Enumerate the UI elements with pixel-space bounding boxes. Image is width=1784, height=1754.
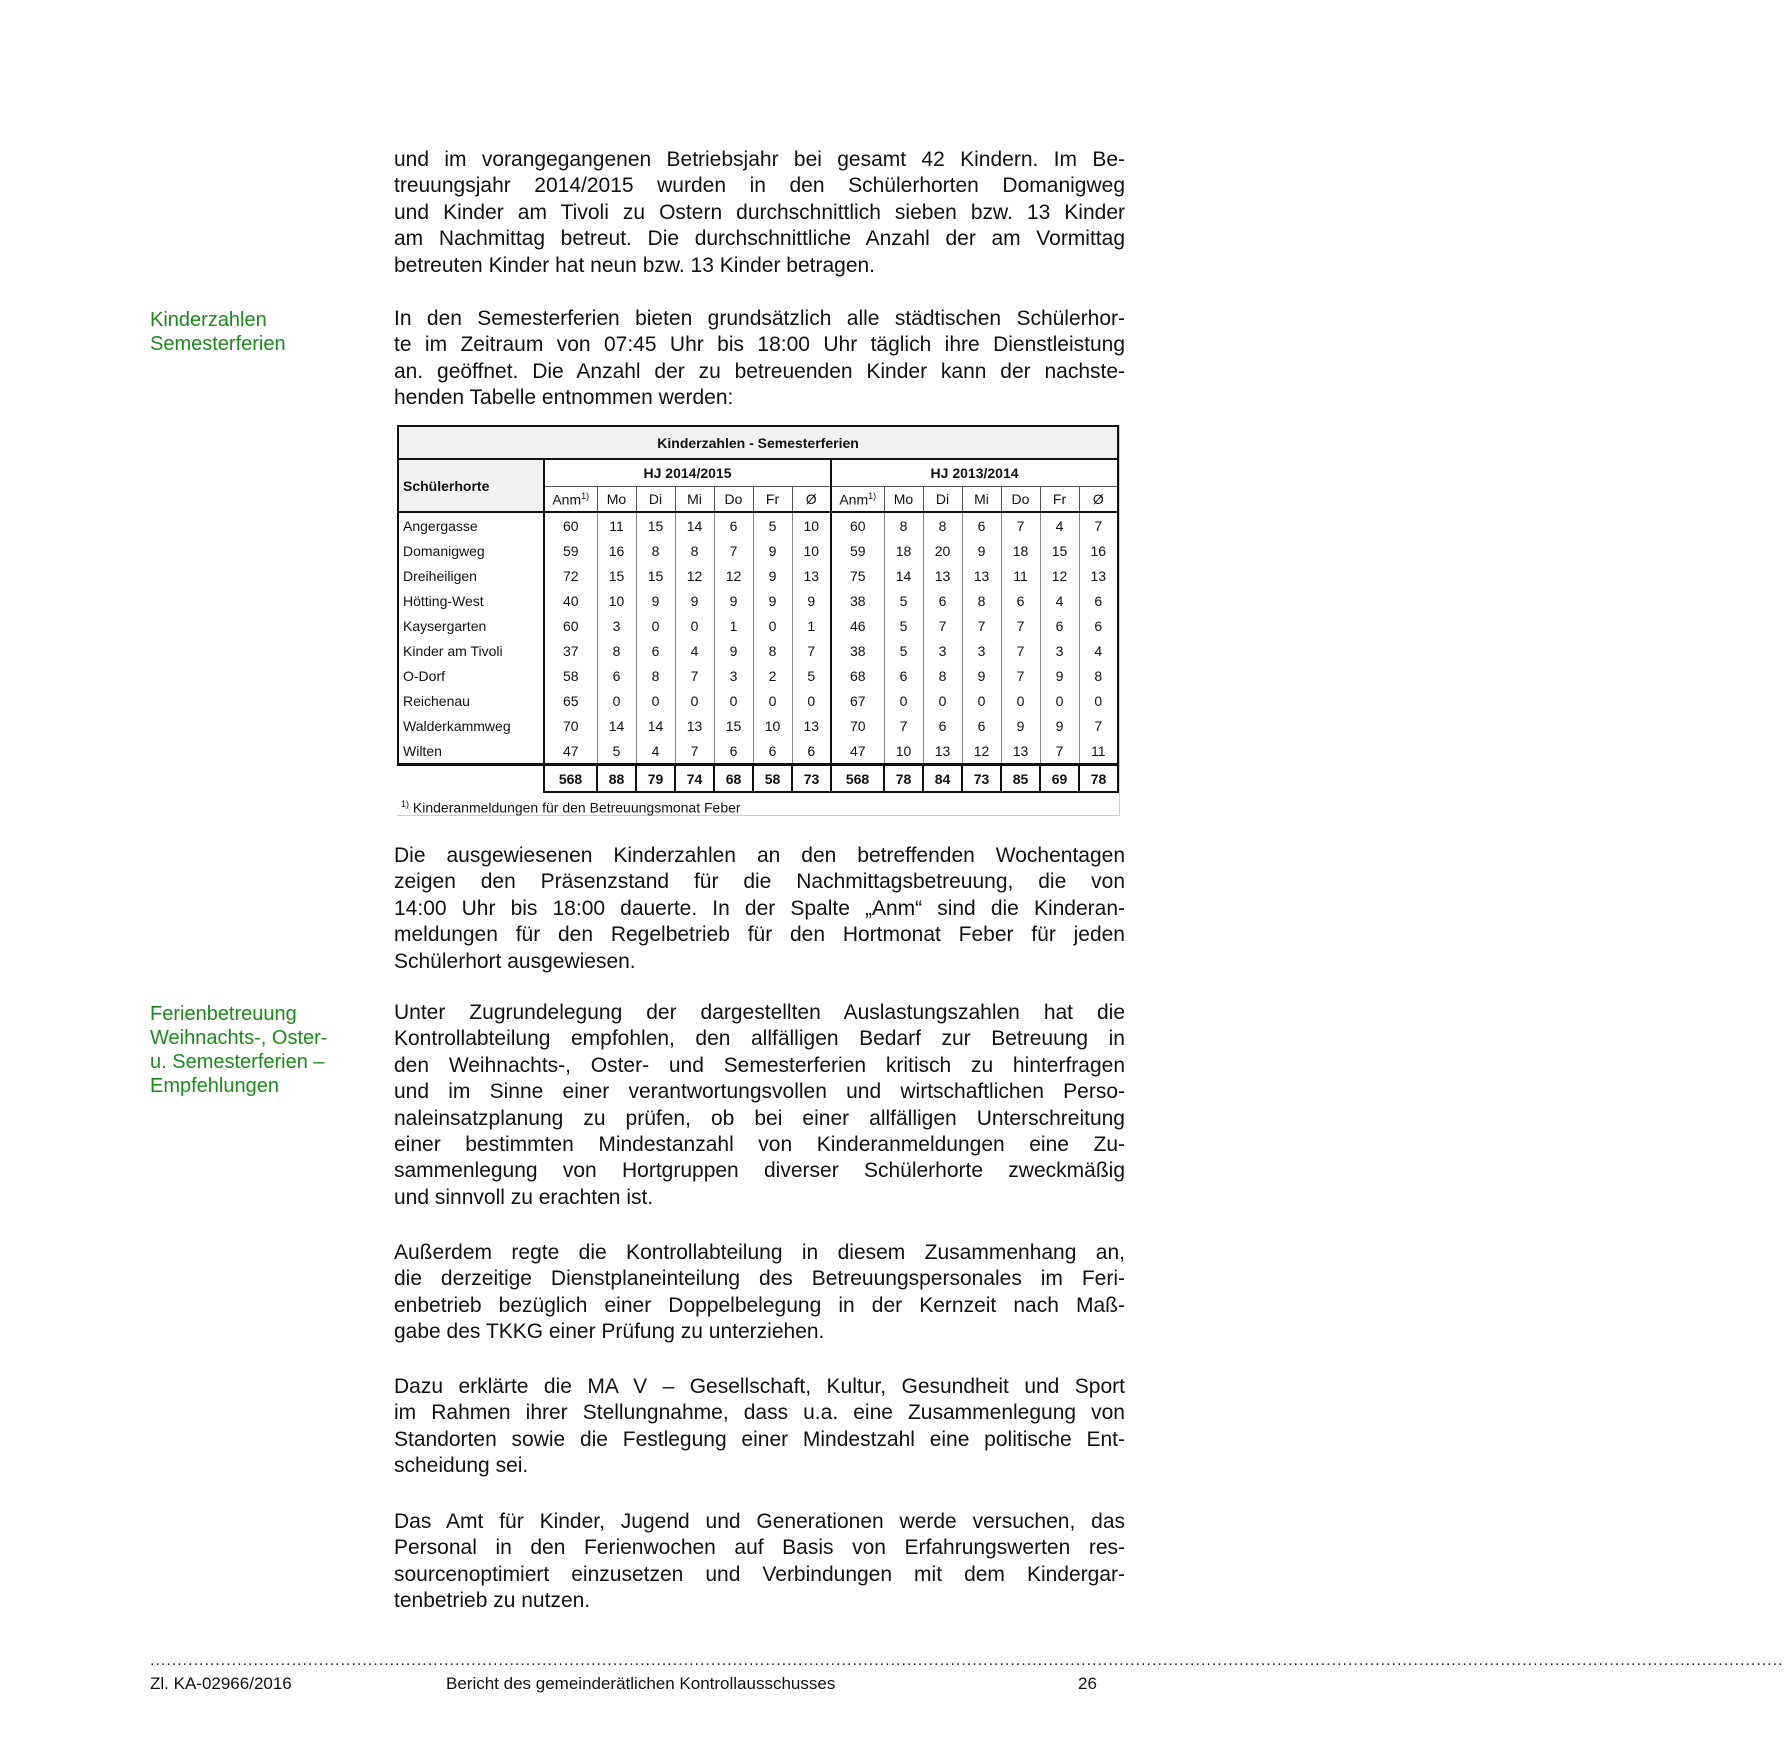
text-line: und im Sinne einer verantwortungsvollen und wirtschaftlichen Perso- — [394, 1080, 1125, 1104]
table-cell: 4 — [675, 638, 714, 663]
table-cell: 8 — [597, 638, 636, 663]
table-cell: 13 — [792, 563, 831, 588]
table-cell: 46 — [831, 613, 884, 638]
column-label: Anm — [552, 491, 582, 508]
column-label: Di — [648, 491, 663, 507]
table-cell: 7 — [1079, 713, 1118, 738]
total-cell: 78 — [1079, 765, 1118, 793]
side-label-line: Kinderzahlen — [150, 309, 267, 331]
table-cell: 16 — [597, 538, 636, 563]
table-cell: 7 — [1001, 638, 1040, 663]
text-line: betreuten Kinder hat neun bzw. 13 Kinder betragen. — [394, 253, 876, 277]
table-cell: 10 — [597, 588, 636, 613]
table-cell: 18 — [884, 538, 923, 563]
table-cell: 15 — [714, 713, 753, 738]
table-cell: 1 — [792, 613, 831, 638]
paragraph-1 — [394, 147, 1125, 279]
table-cell: 20 — [923, 538, 962, 563]
column-header-mi — [962, 487, 1001, 513]
total-cell: 79 — [636, 765, 675, 793]
table-cell: 0 — [753, 688, 792, 713]
table-cell: 5 — [884, 638, 923, 663]
footer-reference: Zl. KA-02966/2016 — [150, 1674, 292, 1693]
column-label: Mo — [893, 491, 914, 507]
table-cell: 58 — [544, 663, 597, 688]
table-cell: 14 — [636, 713, 675, 738]
table-cell: 13 — [792, 713, 831, 738]
table-cell: 7 — [1040, 738, 1079, 765]
side-label-line: Empfehlungen — [150, 1075, 279, 1097]
table-cell: 5 — [597, 738, 636, 765]
column-label: Mo — [606, 491, 627, 507]
table-cell: 9 — [753, 588, 792, 613]
row-name: Angergasse — [398, 512, 544, 538]
side-label-line: u. Semesterferien – — [150, 1051, 325, 1073]
side-label-kinderzahlen — [150, 308, 350, 356]
text-line: und sinnvoll zu erachten ist. — [394, 1185, 654, 1209]
table-cell: 6 — [1079, 588, 1118, 613]
text-line: und Kinder am Tivoli zu Ostern durchschnittlich sieben bzw. 13 Kinder — [394, 200, 1125, 224]
total-cell: 68 — [714, 765, 753, 793]
column-header-do — [1001, 487, 1040, 513]
paragraph-5 — [394, 1240, 1125, 1346]
table-cell: 60 — [544, 512, 597, 538]
table-cell: 0 — [753, 613, 792, 638]
paragraph-4 — [394, 1000, 1125, 1211]
table-cell: 13 — [923, 738, 962, 765]
table-cell: 9 — [962, 663, 1001, 688]
table-cell: 8 — [923, 512, 962, 538]
text-line: Unter Zugrundelegung der dargestellten Auslastungszahlen hat die — [394, 1001, 1125, 1024]
table-cell: 6 — [1079, 613, 1118, 638]
row-name: O-Dorf — [398, 663, 544, 688]
table-cell: 8 — [884, 512, 923, 538]
table-cell: 7 — [675, 738, 714, 765]
row-name: Hötting-West — [398, 588, 544, 613]
table-cell: 9 — [636, 588, 675, 613]
text-line: im Rahmen ihrer Stellungnahme, dass u.a. eine Zusammenlegung von — [394, 1401, 1125, 1425]
column-label: Do — [1011, 491, 1030, 507]
table-cell: 59 — [544, 538, 597, 563]
text-line: meldungen für den Regelbetrieb für den Hortmonat Feber für jeden — [394, 923, 1125, 947]
text-line: henden Tabelle entnommen werden: — [394, 386, 734, 410]
column-label: Fr — [1052, 491, 1067, 507]
table-cell: 3 — [714, 663, 753, 688]
row-name: Kaysergarten — [398, 613, 544, 638]
table-cell: 9 — [753, 538, 792, 563]
table-cell: 14 — [597, 713, 636, 738]
side-label-ferienbetreuung — [150, 1002, 350, 1098]
table-cell: 9 — [675, 588, 714, 613]
table-cell: 6 — [884, 663, 923, 688]
footnote-mark: 1) — [868, 490, 877, 501]
table-cell: 0 — [675, 613, 714, 638]
table-row — [398, 663, 1118, 688]
column-header-mi — [675, 487, 714, 513]
table-cell: 12 — [714, 563, 753, 588]
table-cell: 7 — [1001, 613, 1040, 638]
column-label: Fr — [765, 491, 780, 507]
blank-cell — [398, 765, 544, 793]
table-cell: 47 — [831, 738, 884, 765]
row-name: Reichenau — [398, 688, 544, 713]
total-cell: 78 — [884, 765, 923, 793]
total-cell: 73 — [962, 765, 1001, 793]
table-cell: 6 — [962, 512, 1001, 538]
total-cell: 74 — [675, 765, 714, 793]
table-cell: 15 — [636, 563, 675, 588]
table-cell: 8 — [962, 588, 1001, 613]
text-line: Schülerhort ausgewiesen. — [394, 949, 636, 973]
table-cell: 6 — [962, 713, 1001, 738]
group-header-2014-2015: HJ 2014/2015 — [544, 459, 831, 487]
column-header-mo — [597, 487, 636, 513]
table-cell: 4 — [1040, 512, 1079, 538]
table-cell: 10 — [884, 738, 923, 765]
text-line: und im vorangegangenen Betriebsjahr bei gesamt 42 Kindern. Im Be- — [394, 148, 1125, 171]
table-cell: 14 — [675, 512, 714, 538]
side-label-line: Ferienbetreuung — [150, 1003, 297, 1025]
table-cell: 18 — [1001, 538, 1040, 563]
table-cell: 5 — [884, 613, 923, 638]
table-cell: 0 — [636, 613, 675, 638]
table-cell: 9 — [1040, 663, 1079, 688]
table-cell: 0 — [597, 688, 636, 713]
table-cell: 8 — [675, 538, 714, 563]
text-line: gabe des TKKG einer Prüfung zu unterziehen. — [394, 1320, 825, 1344]
column-label: Ø — [805, 491, 817, 507]
text-line: 14:00 Uhr bis 18:00 dauerte. In der Spalte „Anm“ sind die Kinderan- — [394, 896, 1125, 920]
table-cell: 13 — [923, 563, 962, 588]
table-cell: 0 — [1001, 688, 1040, 713]
table-cell: 7 — [962, 613, 1001, 638]
table-cell: 7 — [923, 613, 962, 638]
table-cell: 3 — [1040, 638, 1079, 663]
table-cell: 13 — [675, 713, 714, 738]
column-header-avg — [792, 487, 831, 513]
table-cell: 59 — [831, 538, 884, 563]
table-cell: 8 — [923, 663, 962, 688]
column-header-fr — [753, 487, 792, 513]
table-cell: 70 — [544, 713, 597, 738]
text-line: tenbetrieb zu nutzen. — [394, 1589, 591, 1613]
table-cell: 7 — [1001, 663, 1040, 688]
table-cell: 15 — [597, 563, 636, 588]
total-cell: 58 — [753, 765, 792, 793]
table-row — [398, 588, 1118, 613]
paragraph-2 — [394, 306, 1125, 412]
table-row — [398, 738, 1118, 765]
text-line: Kontrollabteilung empfohlen, den allfälligen Bedarf zur Betreuung in — [394, 1027, 1125, 1051]
table-cell: 11 — [1079, 738, 1118, 765]
table-cell: 38 — [831, 638, 884, 663]
table-cell: 0 — [714, 688, 753, 713]
table-cell: 5 — [792, 663, 831, 688]
table-cell: 8 — [636, 538, 675, 563]
table-cell: 7 — [792, 638, 831, 663]
text-line: In den Semesterferien bieten grundsätzlich alle städtischen Schülerhor- — [394, 307, 1125, 330]
table-cell: 9 — [792, 588, 831, 613]
text-line: treuungsjahr 2014/2015 wurden in den Schülerhorten Domanigweg — [394, 174, 1125, 198]
page-number: 26 — [1078, 1674, 1097, 1693]
column-header-anm — [544, 487, 597, 513]
table-cell: 11 — [597, 512, 636, 538]
side-label-line: Semesterferien — [150, 333, 286, 355]
table-cell: 10 — [792, 538, 831, 563]
table-cell: 7 — [884, 713, 923, 738]
table-row — [398, 512, 1118, 538]
table-cell: 0 — [923, 688, 962, 713]
table-cell: 6 — [1001, 588, 1040, 613]
table-cell: 10 — [753, 713, 792, 738]
table-cell: 40 — [544, 588, 597, 613]
table-cell: 9 — [714, 638, 753, 663]
table-cell: 60 — [544, 613, 597, 638]
table-row — [398, 638, 1118, 663]
table-cell: 8 — [753, 638, 792, 663]
table-cell: 5 — [753, 512, 792, 538]
table-cell: 0 — [792, 688, 831, 713]
table-cell: 6 — [714, 738, 753, 765]
table-footnote — [397, 793, 1119, 816]
column-header-anm — [831, 487, 884, 513]
table-title: Kinderzahlen - Semesterferien — [398, 426, 1118, 459]
total-cell: 84 — [923, 765, 962, 793]
table-cell: 7 — [1079, 512, 1118, 538]
column-label: Mi — [974, 491, 989, 507]
table-cell: 47 — [544, 738, 597, 765]
row-name: Walderkammweg — [398, 713, 544, 738]
table-cell: 12 — [675, 563, 714, 588]
table-cell: 38 — [831, 588, 884, 613]
column-header-fr — [1040, 487, 1079, 513]
column-label: Ø — [1092, 491, 1104, 507]
total-cell: 85 — [1001, 765, 1040, 793]
table-cell: 0 — [884, 688, 923, 713]
total-cell: 568 — [544, 765, 597, 793]
row-name: Wilten — [398, 738, 544, 765]
table-cell: 13 — [1079, 563, 1118, 588]
text-line: Dazu erklärte die MA V – Gesellschaft, Kultur, Gesundheit und Sport — [394, 1375, 1125, 1398]
table-cell: 12 — [962, 738, 1001, 765]
column-header-mo — [884, 487, 923, 513]
table-cell: 9 — [753, 563, 792, 588]
table-cell: 3 — [962, 638, 1001, 663]
table-cell: 6 — [597, 663, 636, 688]
paragraph-3 — [394, 843, 1125, 975]
table-cell: 6 — [792, 738, 831, 765]
table-cell: 3 — [597, 613, 636, 638]
table-cell: 13 — [962, 563, 1001, 588]
text-line: Das Amt für Kinder, Jugend und Generationen werde versuchen, das — [394, 1510, 1125, 1533]
total-cell: 73 — [792, 765, 831, 793]
table-cell: 16 — [1079, 538, 1118, 563]
table-cell: 3 — [923, 638, 962, 663]
table-cell: 6 — [714, 512, 753, 538]
total-cell: 88 — [597, 765, 636, 793]
text-line: Personal in den Ferienwochen auf Basis von Erfahrungswerten res- — [394, 1536, 1125, 1560]
paragraph-7 — [394, 1509, 1125, 1615]
column-label: Di — [935, 491, 950, 507]
footnote-mark: 1) — [581, 490, 590, 501]
table-cell: 65 — [544, 688, 597, 713]
text-line: te im Zeitraum von 07:45 Uhr bis 18:00 Uhr täglich ihre Dienstleistung — [394, 333, 1125, 357]
row-name: Dreiheiligen — [398, 563, 544, 588]
table-cell: 2 — [753, 663, 792, 688]
table-row — [398, 563, 1118, 588]
table-cell: 6 — [923, 713, 962, 738]
table-cell: 9 — [962, 538, 1001, 563]
table-cell: 8 — [636, 663, 675, 688]
paragraph-6 — [394, 1374, 1125, 1480]
footnote-mark: 1) — [401, 799, 410, 809]
kinderzahlen-table — [397, 425, 1120, 816]
table-row — [398, 713, 1118, 738]
total-cell: 69 — [1040, 765, 1079, 793]
table-cell: 14 — [884, 563, 923, 588]
text-line: naleinsatzplanung zu prüfen, ob bei einer allfälligen Unterschreitung — [394, 1106, 1125, 1130]
text-line: enbetrieb bezüglich einer Doppelbelegung in der Kernzeit nach Maß- — [394, 1293, 1125, 1317]
table-cell: 68 — [831, 663, 884, 688]
table-cell: 10 — [792, 512, 831, 538]
text-line: Standorten sowie die Festlegung einer Mindestzahl eine politische Ent- — [394, 1427, 1125, 1451]
table-cell: 0 — [1040, 688, 1079, 713]
footer-title: Bericht des gemeinderätlichen Kontrollausschusses — [446, 1674, 836, 1693]
column-header-avg — [1079, 487, 1118, 513]
group-header-2013-2014: HJ 2013/2014 — [831, 459, 1118, 487]
table-cell: 37 — [544, 638, 597, 663]
table-cell: 75 — [831, 563, 884, 588]
row-header: Schülerhorte — [398, 459, 544, 512]
table-cell: 0 — [636, 688, 675, 713]
table-cell: 9 — [714, 588, 753, 613]
footnote-text: Kinderanmeldungen für den Betreuungsmonat Feber — [412, 799, 741, 816]
text-line: Die ausgewiesenen Kinderzahlen an den betreffenden Wochentagen — [394, 844, 1125, 867]
table-cell: 0 — [675, 688, 714, 713]
table-cell: 9 — [1001, 713, 1040, 738]
text-line: zeigen den Präsenzstand für die Nachmittagsbetreuung, die von — [394, 870, 1125, 894]
table-cell: 13 — [1001, 738, 1040, 765]
column-header-di — [923, 487, 962, 513]
table-cell: 72 — [544, 563, 597, 588]
table-cell: 0 — [1079, 688, 1118, 713]
table-cell: 6 — [753, 738, 792, 765]
text-line: Außerdem regte die Kontrollabteilung in diesem Zusammenhang an, — [394, 1241, 1125, 1264]
table-cell: 67 — [831, 688, 884, 713]
row-name: Kinder am Tivoli — [398, 638, 544, 663]
total-cell: 568 — [831, 765, 884, 793]
table-cell: 6 — [636, 638, 675, 663]
table-cell: 1 — [714, 613, 753, 638]
table-cell: 60 — [831, 512, 884, 538]
column-header-do — [714, 487, 753, 513]
totals-row — [398, 765, 1118, 793]
text-line: an. geöffnet. Die Anzahl der zu betreuenden Kinder kann der nachste- — [394, 359, 1125, 383]
table-cell: 7 — [675, 663, 714, 688]
table-row — [398, 688, 1118, 713]
table-cell: 7 — [714, 538, 753, 563]
text-line: einer bestimmten Mindestanzahl von Kinderanmeldungen eine Zu- — [394, 1133, 1125, 1157]
text-line: sourcenoptimiert einzusetzen und Verbindungen mit dem Kindergar- — [394, 1562, 1125, 1586]
table-cell: 70 — [831, 713, 884, 738]
table-cell: 6 — [1040, 613, 1079, 638]
table-cell: 15 — [636, 512, 675, 538]
table-row — [398, 538, 1118, 563]
table-cell: 11 — [1001, 563, 1040, 588]
column-label: Anm — [839, 491, 869, 508]
table-cell: 8 — [1079, 663, 1118, 688]
row-name: Domanigweg — [398, 538, 544, 563]
column-label: Do — [724, 491, 743, 507]
text-line: scheidung sei. — [394, 1454, 529, 1478]
table-cell: 5 — [884, 588, 923, 613]
side-label-line: Weihnachts-, Oster- — [150, 1027, 328, 1049]
text-line: die derzeitige Dienstplaneinteilung des Betreuungspersonales im Feri- — [394, 1267, 1125, 1291]
table-row — [398, 613, 1118, 638]
table-cell: 9 — [1040, 713, 1079, 738]
column-label: Mi — [687, 491, 702, 507]
table-cell: 4 — [1079, 638, 1118, 663]
text-line: den Weihnachts-, Oster- und Semesterferien kritisch zu hinterfragen — [394, 1053, 1125, 1077]
table-cell: 4 — [636, 738, 675, 765]
column-header-di — [636, 487, 675, 513]
text-line: sammenlegung von Hortgruppen diverser Schülerhorte zweckmäßig — [394, 1159, 1125, 1183]
table-cell: 6 — [923, 588, 962, 613]
footer-divider: ............................................................................................................................................................................................................................................................................................................ — [150, 1652, 1784, 1669]
text-line: am Nachmittag betreut. Die durchschnittliche Anzahl der am Vormittag — [394, 227, 1125, 251]
table-cell: 4 — [1040, 588, 1079, 613]
table-cell: 15 — [1040, 538, 1079, 563]
table-cell: 7 — [1001, 512, 1040, 538]
table-cell: 0 — [962, 688, 1001, 713]
table-cell: 12 — [1040, 563, 1079, 588]
